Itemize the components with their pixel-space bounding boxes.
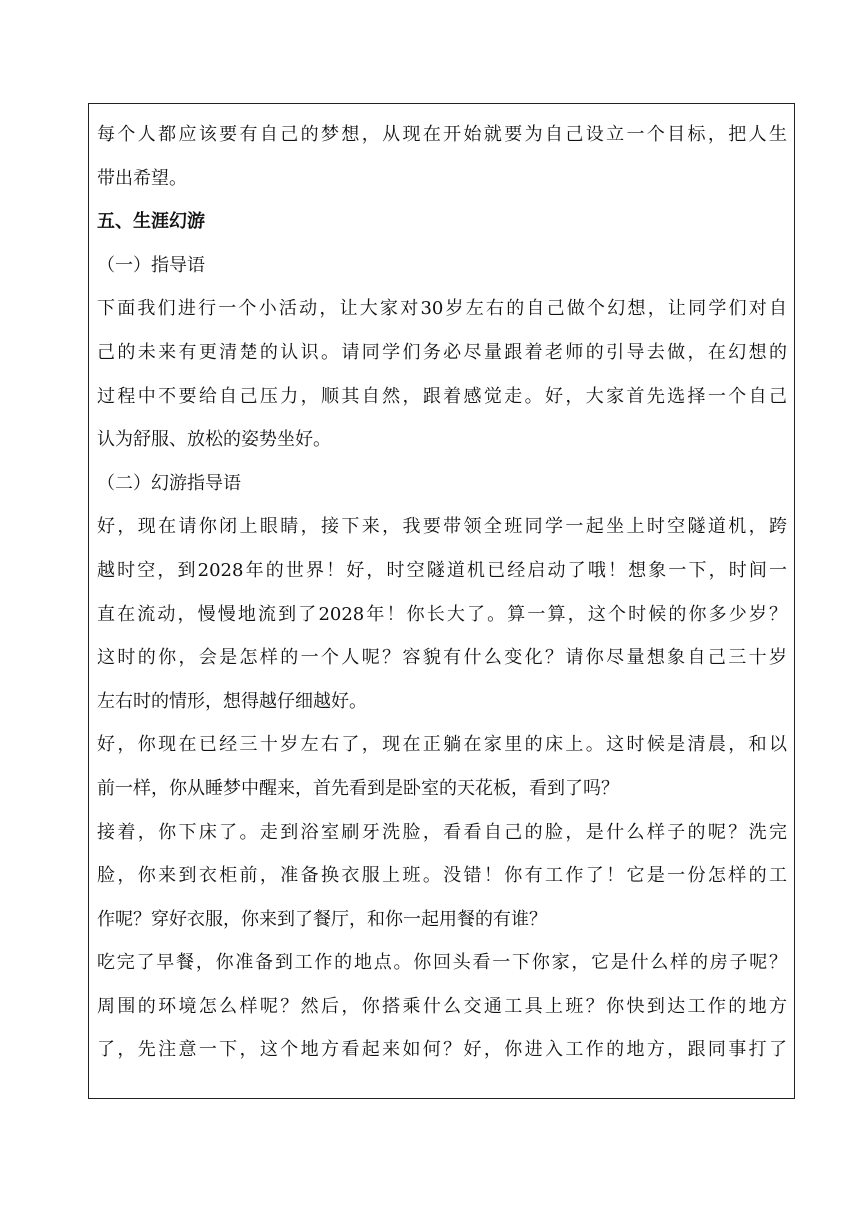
text-line-13: 这时的你，会是怎样的一个人呢？容貌有什么变化？请你尽量想象自己三十岁 [97, 647, 787, 669]
text-line-7: 过程中不要给自己压力，顺其自然，跟着感觉走。好，大家首先选择一个自己 [97, 385, 787, 407]
text-line-5: 下面我们进行一个小活动，让大家对30岁左右的自己做个幻想，让同学们对自 [97, 298, 787, 320]
text-line-1: 每个人都应该要有自己的梦想，从现在开始就要为自己设立一个目标，把人生 [97, 124, 787, 145]
table-cell-frame [88, 103, 795, 1099]
document-body [97, 113, 787, 1072]
text-line-17: 接着，你下床了。走到浴室刷牙洗脸，看看自己的脸，是什么样子的呢？洗完 [97, 821, 787, 843]
text-line-22: 了，先注意一下，这个地方看起来如何？好，你进入工作的地方，跟同事打了 [97, 1039, 787, 1061]
text-line-6: 己的未来有更清楚的认识。请同学们务必尽量跟着老师的引导去做，在幻想的 [97, 341, 787, 363]
text-line-18: 脸，你来到衣柜前，准备换衣服上班。没错！你有工作了！它是一份怎样的工 [97, 865, 787, 887]
text-line-16: 前一样，你从睡梦中醒来，首先看到是卧室的天花板，看到了吗？ [97, 777, 619, 799]
text-line-14: 左右时的情形，想得越仔细越好。 [97, 690, 367, 712]
text-line-8: 认为舒服、放松的姿势坐好。 [97, 429, 331, 451]
text-line-12: 直在流动，慢慢地流到了2028年！你长大了。算一算，这个时候的你多少岁？ [97, 603, 787, 625]
text-line-2: 带出希望。 [97, 167, 187, 189]
text-line-10: 好，现在请你闭上眼睛，接下来，我要带领全班同学一起坐上时空隧道机，跨 [97, 516, 787, 538]
subsection-heading-1: （一）指导语 [97, 254, 205, 276]
text-line-20: 吃完了早餐，你准备到工作的地点。你回头看一下你家，它是什么样的房子呢？ [97, 952, 787, 974]
subsection-heading-2: （二）幻游指导语 [97, 472, 241, 494]
text-line-21: 周围的环境怎么样呢？然后，你搭乘什么交通工具上班？你快到达工作的地方 [97, 995, 787, 1017]
section-heading: 五、生涯幻游 [97, 211, 205, 233]
text-line-15: 好，你现在已经三十岁左右了，现在正躺在家里的床上。这时候是清晨，和以 [97, 734, 787, 756]
text-line-11: 越时空，到2028年的世界！好，时空隧道机已经启动了哦！想象一下，时间一 [97, 559, 787, 581]
text-line-19: 作呢？穿好衣服，你来到了餐厅，和你一起用餐的有谁？ [97, 908, 547, 930]
